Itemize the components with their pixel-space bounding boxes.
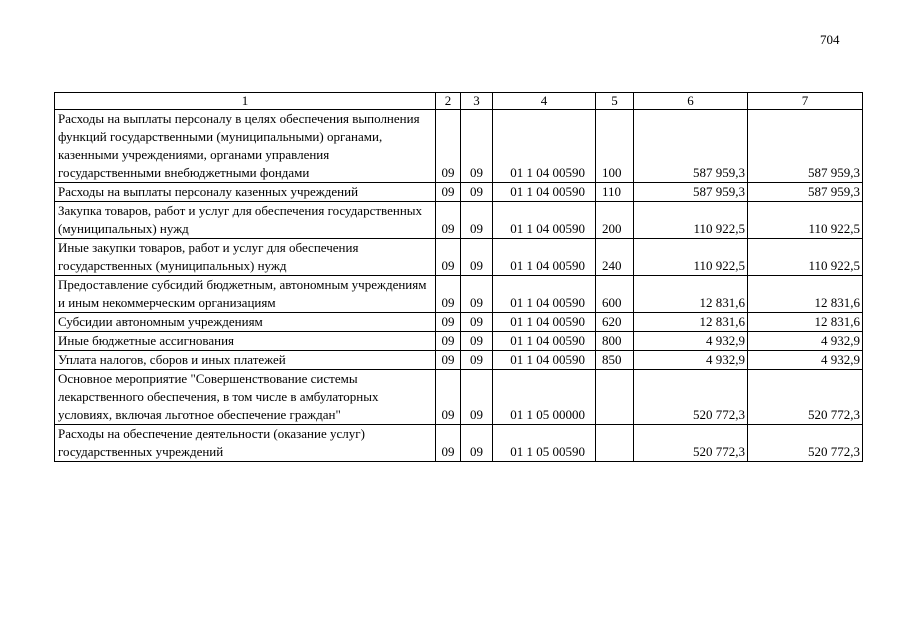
page-number: 704 xyxy=(820,32,840,47)
row-section: 09 xyxy=(436,202,461,239)
row-name: Расходы на выплаты персоналу казенных учреждений xyxy=(55,183,436,202)
table-row xyxy=(55,110,863,183)
row-sum-1: 110 922,5 xyxy=(634,239,748,276)
row-name: Предоставление субсидий бюджетным, автономным учреждениям и иным некоммерческим организациям xyxy=(55,276,436,313)
row-sum-2: 4 932,9 xyxy=(748,332,863,351)
row-expense-type: 200 xyxy=(596,202,634,239)
row-sum-2: 520 772,3 xyxy=(748,370,863,425)
row-expense-type xyxy=(596,370,634,425)
row-target-code: 01 1 04 00590 xyxy=(493,110,596,183)
row-section: 09 xyxy=(436,332,461,351)
row-sum-1: 110 922,5 xyxy=(634,202,748,239)
col-header-2: 2 xyxy=(436,93,461,110)
col-header-6: 6 xyxy=(634,93,748,110)
row-sum-2: 587 959,3 xyxy=(748,110,863,183)
row-sum-2: 4 932,9 xyxy=(748,351,863,370)
row-name: Основное мероприятие "Совершенствование системы лекарственного обеспечения, в том числе в амбулаторных условиях, включая льготное обеспечение граждан" xyxy=(55,370,436,425)
row-expense-type: 240 xyxy=(596,239,634,276)
header-row xyxy=(55,93,863,110)
row-target-code: 01 1 04 00590 xyxy=(493,183,596,202)
row-target-code: 01 1 04 00590 xyxy=(493,351,596,370)
row-sum-1: 587 959,3 xyxy=(634,110,748,183)
col-header-3: 3 xyxy=(461,93,493,110)
row-sum-1: 520 772,3 xyxy=(634,425,748,462)
row-subsection: 09 xyxy=(461,239,493,276)
row-subsection: 09 xyxy=(461,202,493,239)
col-header-1: 1 xyxy=(55,93,436,110)
row-expense-type: 620 xyxy=(596,313,634,332)
row-sum-1: 4 932,9 xyxy=(634,351,748,370)
table-row xyxy=(55,183,863,202)
table-row xyxy=(55,313,863,332)
row-target-code: 01 1 04 00590 xyxy=(493,276,596,313)
row-name: Закупка товаров, работ и услуг для обеспечения государственных (муниципальных) нужд xyxy=(55,202,436,239)
row-subsection: 09 xyxy=(461,332,493,351)
row-subsection: 09 xyxy=(461,370,493,425)
row-section: 09 xyxy=(436,370,461,425)
row-name: Субсидии автономным учреждениям xyxy=(55,313,436,332)
row-subsection: 09 xyxy=(461,313,493,332)
row-name: Иные бюджетные ассигнования xyxy=(55,332,436,351)
row-expense-type: 110 xyxy=(596,183,634,202)
col-header-4: 4 xyxy=(493,93,596,110)
table-row xyxy=(55,202,863,239)
row-sum-2: 110 922,5 xyxy=(748,202,863,239)
row-sum-2: 587 959,3 xyxy=(748,183,863,202)
row-sum-1: 12 831,6 xyxy=(634,313,748,332)
row-expense-type: 850 xyxy=(596,351,634,370)
table-row xyxy=(55,370,863,425)
budget-table xyxy=(54,92,863,462)
row-name: Уплата налогов, сборов и иных платежей xyxy=(55,351,436,370)
row-sum-2: 110 922,5 xyxy=(748,239,863,276)
row-subsection: 09 xyxy=(461,276,493,313)
row-sum-1: 520 772,3 xyxy=(634,370,748,425)
row-section: 09 xyxy=(436,183,461,202)
row-sum-1: 587 959,3 xyxy=(634,183,748,202)
row-target-code: 01 1 04 00590 xyxy=(493,332,596,351)
row-name: Расходы на обеспечение деятельности (оказание услуг) государственных учреждений xyxy=(55,425,436,462)
row-section: 09 xyxy=(436,313,461,332)
row-section: 09 xyxy=(436,239,461,276)
row-sum-1: 4 932,9 xyxy=(634,332,748,351)
row-target-code: 01 1 04 00590 xyxy=(493,202,596,239)
row-sum-2: 12 831,6 xyxy=(748,276,863,313)
row-sum-2: 520 772,3 xyxy=(748,425,863,462)
table-row xyxy=(55,425,863,462)
row-target-code: 01 1 04 00590 xyxy=(493,239,596,276)
row-section: 09 xyxy=(436,351,461,370)
row-section: 09 xyxy=(436,110,461,183)
row-name: Иные закупки товаров, работ и услуг для обеспечения государственных (муниципальных) нужд xyxy=(55,239,436,276)
row-expense-type: 100 xyxy=(596,110,634,183)
row-section: 09 xyxy=(436,425,461,462)
row-sum-1: 12 831,6 xyxy=(634,276,748,313)
col-header-5: 5 xyxy=(596,93,634,110)
table-row xyxy=(55,276,863,313)
row-expense-type: 800 xyxy=(596,332,634,351)
row-expense-type: 600 xyxy=(596,276,634,313)
table-row xyxy=(55,239,863,276)
row-subsection: 09 xyxy=(461,183,493,202)
row-subsection: 09 xyxy=(461,425,493,462)
table-row xyxy=(55,351,863,370)
row-target-code: 01 1 05 00000 xyxy=(493,370,596,425)
table-row xyxy=(55,332,863,351)
row-subsection: 09 xyxy=(461,110,493,183)
row-name: Расходы на выплаты персоналу в целях обеспечения выполнения функций государственными (муниципальными) органами, казенными учреждениями, органами управления государственными внебюджетными фондами xyxy=(55,110,436,183)
row-target-code: 01 1 04 00590 xyxy=(493,313,596,332)
row-expense-type xyxy=(596,425,634,462)
row-sum-2: 12 831,6 xyxy=(748,313,863,332)
row-subsection: 09 xyxy=(461,351,493,370)
row-section: 09 xyxy=(436,276,461,313)
col-header-7: 7 xyxy=(748,93,863,110)
row-target-code: 01 1 05 00590 xyxy=(493,425,596,462)
